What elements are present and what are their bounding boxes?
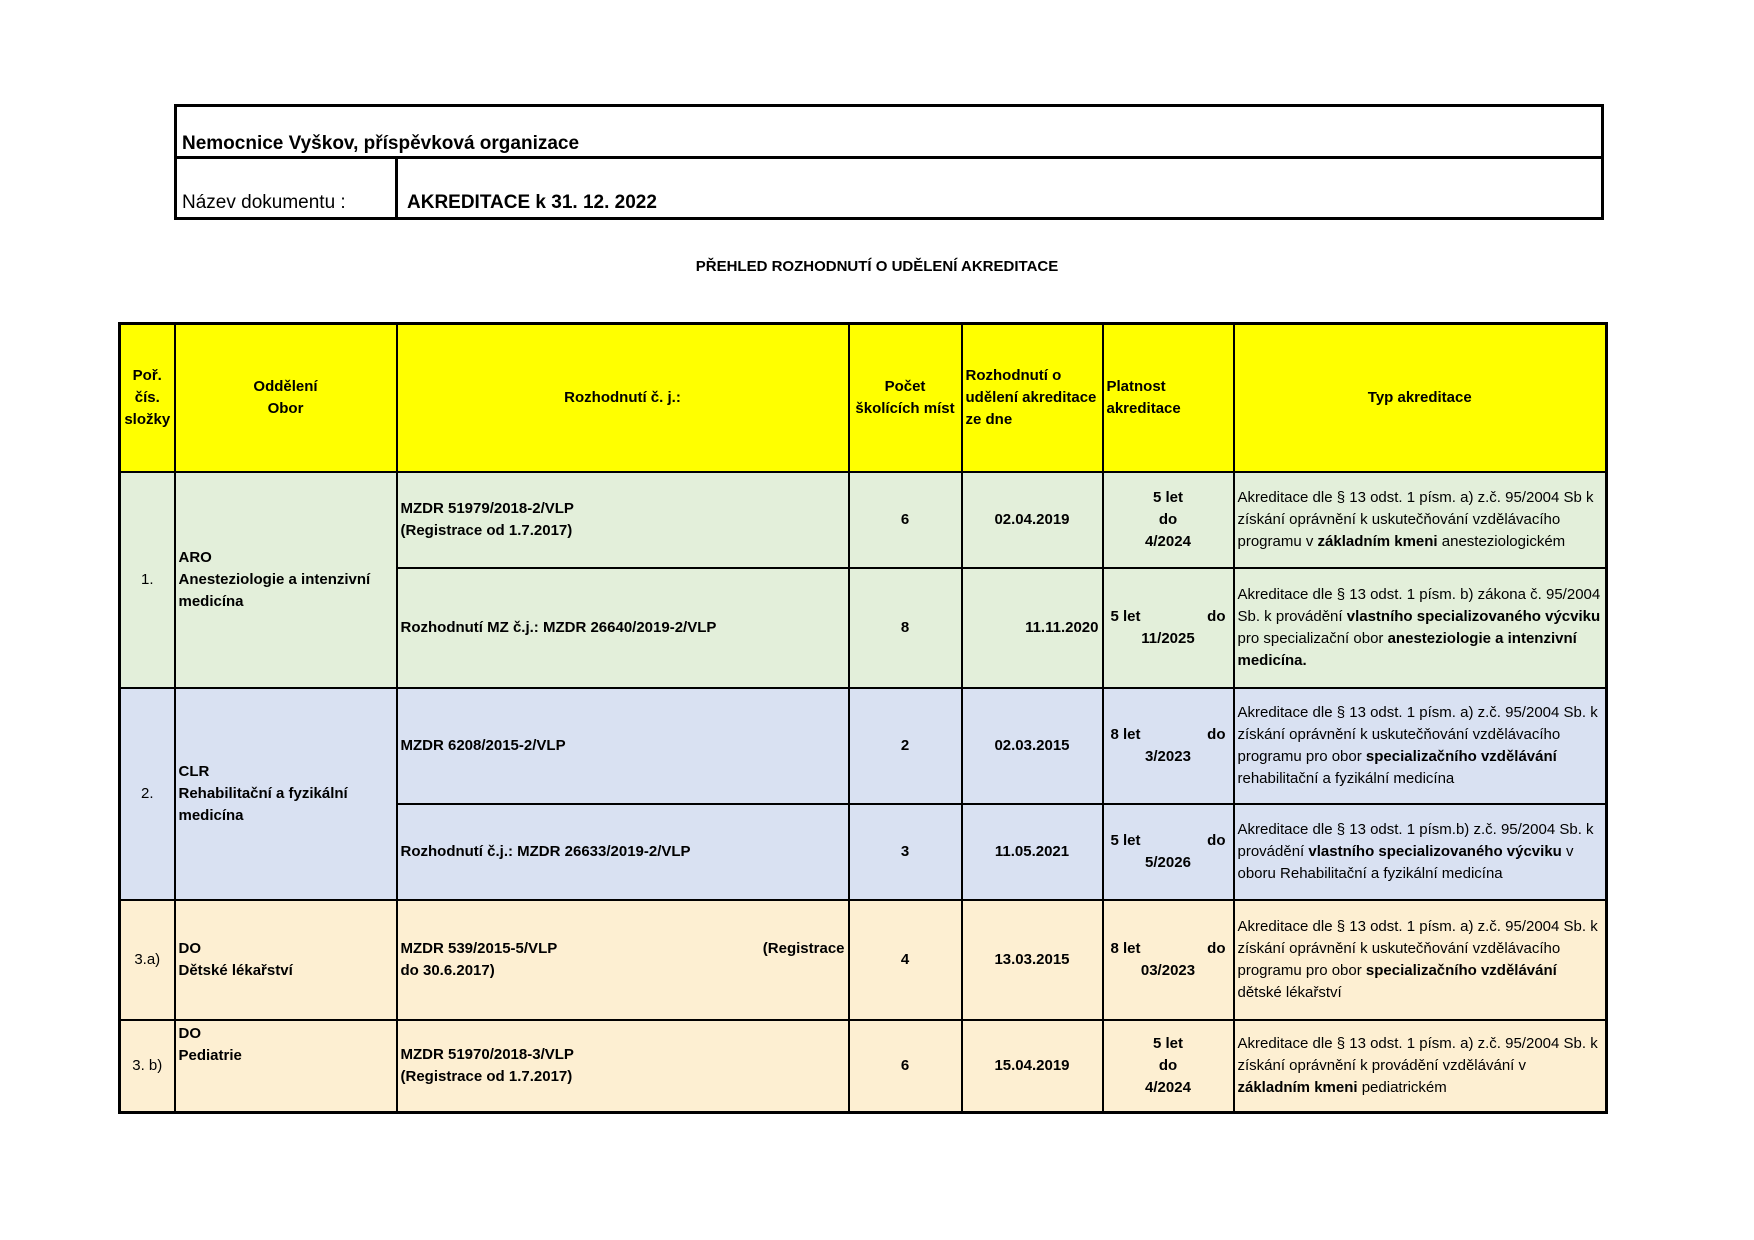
validity-years: 5 let [1110, 832, 1141, 849]
validity-until: 5/2026 [1145, 854, 1191, 871]
validity-until: 03/2023 [1140, 962, 1196, 979]
table-header-row [120, 324, 1607, 473]
decision-date: 02.04.2019 [962, 472, 1103, 568]
row-number: 2. [120, 688, 175, 900]
type-text: Akreditace dle § 13 odst. 1 písm.b) z.č. 95/2004 Sb. k provádění [1237, 821, 1594, 860]
type-text: Akreditace dle § 13 odst. 1 písm. b) zákona č. 95/2004 Sb. k provádění [1237, 586, 1601, 625]
type-text-bold: základním kmeni [1237, 1078, 1358, 1096]
validity-years: 5 let [1110, 608, 1141, 625]
department-code: ARO [178, 549, 212, 566]
header-oddeleni-line1: Oddělení [253, 378, 318, 395]
row-number: 1. [120, 472, 175, 688]
validity-do: do [1207, 608, 1226, 625]
training-places: 8 [849, 568, 962, 688]
validity-until: 11/2025 [1141, 630, 1195, 647]
training-places: 2 [849, 688, 962, 804]
accreditation-type [1234, 804, 1607, 900]
validity [1103, 1020, 1234, 1112]
organization-name: Nemocnice Vyškov, příspěvková organizace [177, 107, 1601, 159]
decision-number [397, 900, 849, 1020]
type-text: Akreditace dle § 13 odst. 1 písm. a) z.č. 95/2004 Sb. k získání oprávnění k provádění vzdělávání v [1237, 1034, 1598, 1074]
validity-until: 3/2023 [1145, 748, 1191, 765]
header-oddeleni [175, 324, 397, 473]
department-name: Pediatrie [178, 1047, 242, 1064]
header-typ: Typ akreditace [1234, 324, 1607, 473]
type-text: Akreditace dle § 13 odst. 1 písm. a) z.č. 95/2004 Sb k získání oprávnění k uskutečňování vzdělávacího programu v [1237, 489, 1594, 550]
header-platnost: Platnost akreditace [1103, 324, 1234, 473]
validity-years: 5 let [1152, 1034, 1183, 1052]
type-text: Akreditace dle § 13 odst. 1 písm. a) z.č. 95/2004 Sb. k získání oprávnění k uskutečňování vzdělávacího programu pro obor [1237, 918, 1598, 979]
validity-do: do [1207, 832, 1226, 849]
validity [1103, 804, 1234, 900]
table-row [120, 472, 1607, 568]
department-name: Anesteziologie a intenzivní medicína [178, 571, 371, 610]
department-code: DO [178, 940, 201, 957]
accreditation-table [118, 322, 1608, 1114]
decision-number: MZDR 6208/2015-2/VLP [397, 688, 849, 804]
document-name-label: Název dokumentu : [177, 159, 398, 217]
accreditation-type [1234, 568, 1607, 688]
header-datum: Rozhodnutí o udělení akreditace ze dne [962, 324, 1103, 473]
type-text: rehabilitační a fyzikální medicína [1237, 770, 1455, 787]
decision-line1: MZDR 539/2015-5/VLP [400, 940, 558, 957]
accreditation-type [1234, 688, 1607, 804]
department-cell [175, 1020, 397, 1112]
department-cell [175, 688, 397, 900]
type-text: pro specializační obor [1237, 630, 1388, 647]
row-number: 3. b) [120, 1020, 175, 1112]
validity [1103, 688, 1234, 804]
decision-number [397, 472, 849, 568]
training-places: 6 [849, 472, 962, 568]
decision-date: 11.11.2020 [962, 568, 1103, 688]
header-pocet: Počet školících míst [849, 324, 962, 473]
type-text: dětské lékařství [1237, 984, 1342, 1001]
type-text-bold: vlastního specializovaného výcviku [1346, 608, 1601, 625]
training-places: 6 [849, 1020, 962, 1112]
accreditation-type [1234, 900, 1607, 1020]
header-oddeleni-line2: Obor [267, 400, 304, 417]
decision-date: 15.04.2019 [962, 1020, 1103, 1112]
accreditation-type [1234, 472, 1607, 568]
decision-line2: (Registrace od 1.7.2017) [400, 1067, 573, 1085]
validity-until: 4/2024 [1145, 1078, 1191, 1096]
type-text: v oboru Rehabilitační a fyzikální medicína [1237, 843, 1574, 882]
department-code: DO [178, 1025, 201, 1042]
validity-until: 4/2024 [1145, 533, 1191, 550]
decision-line1b: (Registrace [762, 940, 845, 957]
decision-number: Rozhodnutí č.j.: MZDR 26633/2019-2/VLP [397, 804, 849, 900]
validity-do: do [1158, 1056, 1178, 1074]
validity-years: 8 let [1110, 726, 1141, 743]
decision-number: Rozhodnutí MZ č.j.: MZDR 26640/2019-2/VLP [397, 568, 849, 688]
training-places: 3 [849, 804, 962, 900]
department-cell [175, 472, 397, 688]
type-text-bold: vlastního specializovaného výcviku [1308, 843, 1562, 860]
training-places: 4 [849, 900, 962, 1020]
header-por: Poř. čís. složky [120, 324, 175, 473]
validity [1103, 472, 1234, 568]
decision-line2: (Registrace od 1.7.2017) [400, 522, 573, 539]
validity-years: 8 let [1110, 940, 1141, 957]
decision-line1: MZDR 51970/2018-3/VLP [400, 1045, 574, 1063]
decision-date: 13.03.2015 [962, 900, 1103, 1020]
type-text: anesteziologickém [1437, 533, 1566, 550]
document-name: AKREDITACE k 31. 12. 2022 [407, 192, 657, 213]
validity-years: 5 let [1152, 489, 1183, 506]
decision-number [397, 1020, 849, 1112]
validity-do: do [1207, 940, 1226, 957]
department-name: Dětské lékařství [178, 962, 293, 979]
validity-do: do [1158, 511, 1178, 528]
page-title: PŘEHLED ROZHODNUTÍ O UDĚLENÍ AKREDITACE [695, 258, 1059, 275]
decision-date: 02.03.2015 [962, 688, 1103, 804]
type-text-bold: základním kmeni [1317, 533, 1438, 550]
validity [1103, 900, 1234, 1020]
type-text: pediatrickém [1357, 1078, 1447, 1096]
department-code: CLR [178, 763, 210, 780]
type-text-bold: anesteziologie a intenzivní medicína. [1237, 630, 1577, 669]
department-cell [175, 900, 397, 1020]
table-row [120, 688, 1607, 804]
decision-date: 11.05.2021 [962, 804, 1103, 900]
type-text-bold: specializačního vzdělávání [1365, 748, 1557, 765]
type-text: Akreditace dle § 13 odst. 1 písm. a) z.č. 95/2004 Sb. k získání oprávnění k uskutečňování vzdělávacího programu pro obor [1237, 704, 1598, 765]
decision-line1: MZDR 51979/2018-2/VLP [400, 500, 574, 517]
department-name: Rehabilitační a fyzikální medicína [178, 785, 348, 824]
type-text-bold: specializačního vzdělávání [1365, 962, 1557, 979]
row-number: 3.a) [120, 900, 175, 1020]
table-row [120, 1020, 1607, 1112]
document-header [174, 104, 1604, 220]
header-rozhodnuti: Rozhodnutí č. j.: [397, 324, 849, 473]
validity [1103, 568, 1234, 688]
accreditation-type [1234, 1020, 1607, 1112]
table-row [120, 900, 1607, 1020]
validity-do: do [1207, 726, 1226, 743]
decision-line2: do 30.6.2017) [400, 962, 495, 979]
